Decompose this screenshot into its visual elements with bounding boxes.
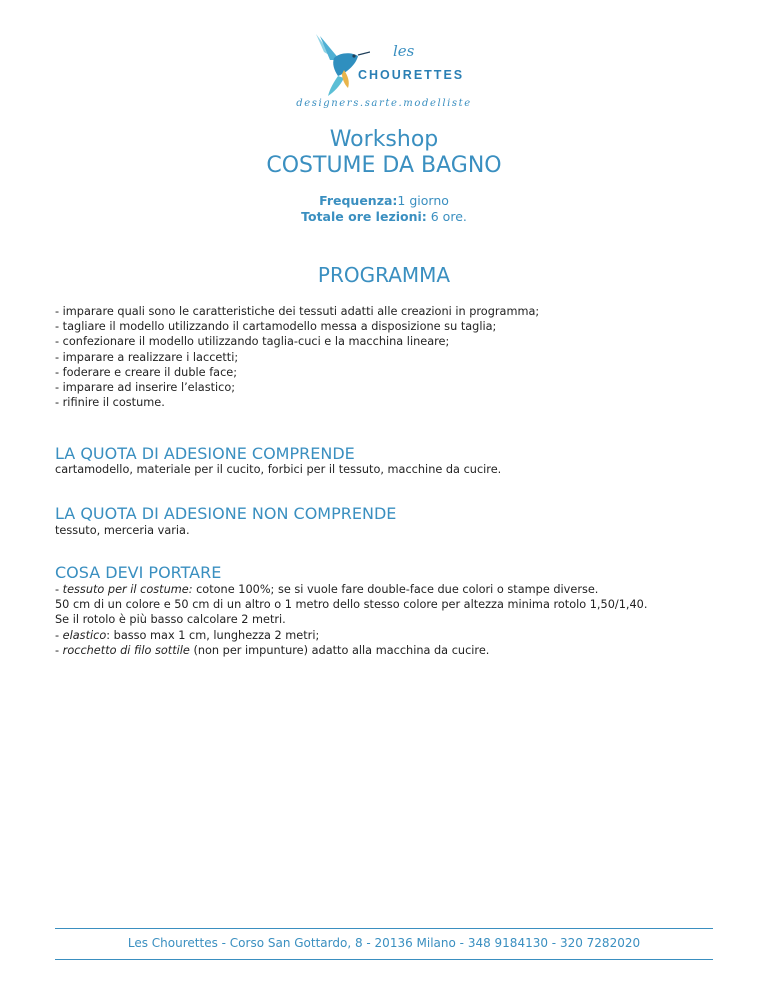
list-item: 50 cm di un colore e 50 cm di un altro o 1 metro dello stesso colore per altezza minima rotolo 1,50/1,40. (55, 598, 648, 612)
frequency-info (0, 193, 768, 208)
hummingbird-icon (310, 30, 370, 100)
footer-text: Les Chourettes - Corso San Gottardo, 8 - 20136 Milano - 348 9184130 - 320 7282020 (127, 936, 641, 950)
list-item: Se il rotolo è più basso calcolare 2 metri. (55, 613, 286, 627)
bring-heading: COSA DEVI PORTARE (55, 563, 222, 582)
programma-heading: PROGRAMMA (317, 263, 451, 287)
excludes-heading: LA QUOTA DI ADESIONE NON COMPRENDE (55, 504, 397, 523)
bring-list (55, 582, 647, 658)
frequency-label: Frequenza: (319, 193, 398, 208)
footer-divider-bottom (55, 959, 713, 960)
logo-prefix: les (393, 42, 415, 60)
hours-info (0, 209, 768, 224)
list-item: - tessuto per il costume: cotone 100%; se si vuole fare double-face due colori o stampe diverse. (55, 583, 599, 596)
list-item: - rocchetto di filo sottile (non per impunture) adatto alla macchina da cucire. (55, 643, 490, 657)
list-item: - imparare quali sono le caratteristiche dei tessuti adatti alle creazioni in programma; (55, 305, 540, 318)
hours-label: Totale ore lezioni: (301, 209, 427, 224)
list-item: - elastico: basso max 1 cm, lunghezza 2 metri; (55, 628, 320, 642)
frequency-value: 1 giorno (397, 193, 449, 208)
list-item: - imparare a realizzare i laccetti; (55, 350, 239, 364)
logo-tagline: designers.sarte.modelliste (296, 98, 472, 109)
list-item: - rifinire il costume. (55, 396, 165, 410)
excludes-text: tessuto, merceria varia. (55, 524, 190, 537)
list-item: - confezionare il modello utilizzando taglia-cuci e la macchina lineare; (55, 335, 450, 349)
includes-text: cartamodello, materiale per il cucito, forbici per il tessuto, macchine da cucire. (55, 463, 502, 476)
page-title: Workshop (329, 127, 439, 152)
footer-divider-top (55, 928, 713, 929)
page-subtitle: COSTUME DA BAGNO (266, 153, 502, 178)
programma-list (55, 304, 539, 410)
list-item: - imparare ad inserire l’elastico; (55, 381, 236, 395)
list-item: - foderare e creare il duble face; (55, 365, 238, 379)
logo-brand: CHOURETTES (358, 68, 465, 82)
hours-value: 6 ore. (426, 209, 467, 224)
list-item: - tagliare il modello utilizzando il cartamodello messa a disposizione su taglia; (55, 320, 497, 334)
includes-heading: LA QUOTA DI ADESIONE COMPRENDE (55, 444, 355, 463)
